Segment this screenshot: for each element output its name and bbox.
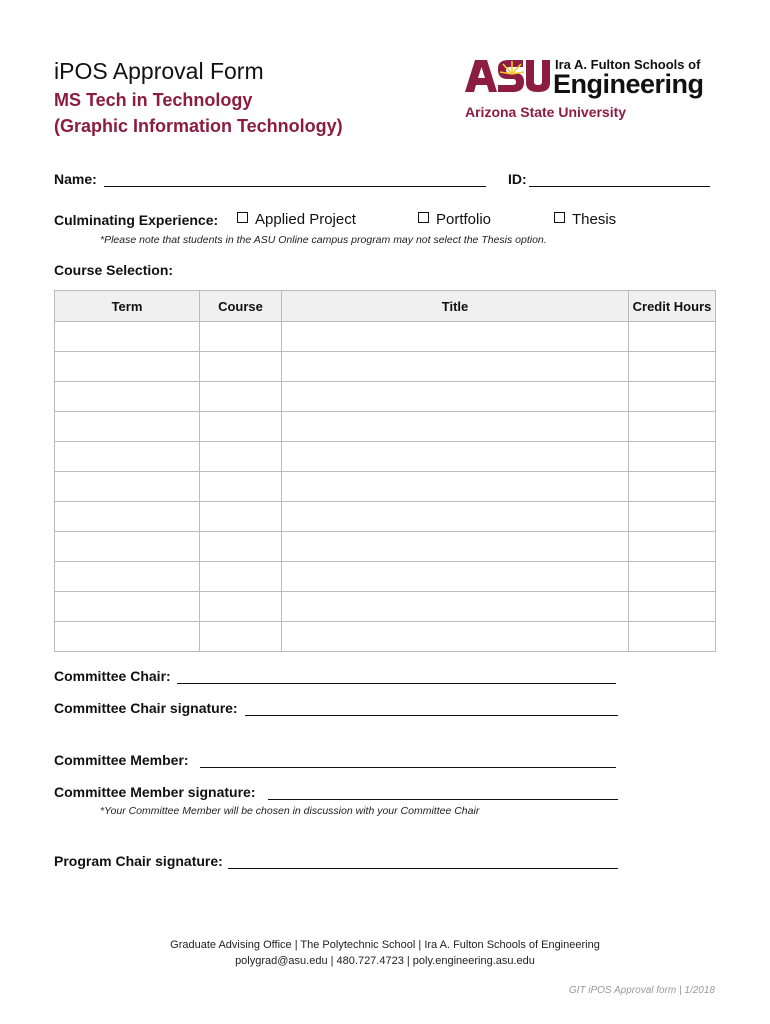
table-row — [55, 502, 716, 532]
column-title: Title — [282, 291, 629, 322]
table-row — [55, 412, 716, 442]
title-cell[interactable] — [282, 442, 629, 472]
column-term: Term — [55, 291, 200, 322]
term-cell[interactable] — [55, 592, 200, 622]
culminating-experience-label: Culminating Experience: — [54, 212, 219, 228]
table-row — [55, 442, 716, 472]
credit-hours-cell[interactable] — [629, 412, 716, 442]
committee-member-field[interactable] — [200, 767, 616, 768]
course-cell[interactable] — [200, 592, 282, 622]
committee-member-signature-label: Committee Member signature: — [54, 784, 256, 800]
title-cell[interactable] — [282, 532, 629, 562]
table-row — [55, 562, 716, 592]
column-course: Course — [200, 291, 282, 322]
course-cell[interactable] — [200, 532, 282, 562]
term-cell[interactable] — [55, 472, 200, 502]
page-title: iPOS Approval Form — [54, 58, 264, 84]
table-row — [55, 622, 716, 652]
term-cell[interactable] — [55, 322, 200, 352]
table-header-row — [55, 291, 716, 322]
table-row — [55, 592, 716, 622]
name-field[interactable] — [104, 186, 486, 187]
course-cell[interactable] — [200, 382, 282, 412]
table-row — [55, 472, 716, 502]
title-cell[interactable] — [282, 562, 629, 592]
footer-contact: polygrad@asu.edu | 480.727.4723 | poly.engineering.asu.edu — [235, 955, 535, 967]
course-cell[interactable] — [200, 352, 282, 382]
title-cell[interactable] — [282, 382, 629, 412]
committee-member-label: Committee Member: — [54, 752, 189, 768]
course-cell[interactable] — [200, 322, 282, 352]
program-title: MS Tech in Technology — [54, 90, 253, 110]
term-cell[interactable] — [55, 502, 200, 532]
credit-hours-cell[interactable] — [629, 352, 716, 382]
footer-form-tag: GIT iPOS Approval form | 1/2018 — [568, 985, 715, 996]
column-credit-hours: Credit Hours — [629, 291, 716, 322]
table-row — [55, 352, 716, 382]
committee-member-note: *Your Committee Member will be chosen in discussion with your Committee Chair — [100, 805, 480, 817]
course-cell[interactable] — [200, 472, 282, 502]
term-cell[interactable] — [55, 412, 200, 442]
thesis-option[interactable]: Thesis — [554, 211, 616, 228]
school-name-line2: Engineering — [553, 69, 704, 99]
table-row — [55, 382, 716, 412]
credit-hours-cell[interactable] — [629, 562, 716, 592]
credit-hours-cell[interactable] — [629, 592, 716, 622]
term-cell[interactable] — [55, 442, 200, 472]
committee-chair-label: Committee Chair: — [54, 668, 171, 684]
credit-hours-cell[interactable] — [629, 532, 716, 562]
committee-chair-field[interactable] — [177, 683, 616, 684]
credit-hours-cell[interactable] — [629, 442, 716, 472]
school-name-line1: Ira A. Fulton Schools of — [555, 57, 701, 72]
footer-office: Graduate Advising Office | The Polytechnic School | Ira A. Fulton Schools of Engineering — [170, 939, 600, 951]
thesis-note: *Please note that students in the ASU Online campus program may not select the Thesis option. — [100, 234, 547, 246]
course-cell[interactable] — [200, 442, 282, 472]
title-cell[interactable] — [282, 352, 629, 382]
title-cell[interactable] — [282, 412, 629, 442]
university-name: Arizona State University — [465, 104, 627, 120]
course-cell[interactable] — [200, 502, 282, 532]
checkbox-icon[interactable] — [418, 212, 429, 223]
course-selection-label: Course Selection: — [54, 262, 174, 278]
committee-chair-signature-label: Committee Chair signature: — [54, 700, 238, 716]
asu-engineering-logo — [465, 58, 715, 122]
term-cell[interactable] — [55, 562, 200, 592]
course-table — [54, 290, 716, 652]
credit-hours-cell[interactable] — [629, 502, 716, 532]
name-label: Name: — [54, 171, 97, 187]
term-cell[interactable] — [55, 352, 200, 382]
credit-hours-cell[interactable] — [629, 322, 716, 352]
title-cell[interactable] — [282, 592, 629, 622]
program-chair-signature-label: Program Chair signature: — [54, 853, 223, 869]
title-cell[interactable] — [282, 502, 629, 532]
course-cell[interactable] — [200, 412, 282, 442]
table-row — [55, 322, 716, 352]
checkbox-icon[interactable] — [554, 212, 565, 223]
credit-hours-cell[interactable] — [629, 622, 716, 652]
credit-hours-cell[interactable] — [629, 382, 716, 412]
id-label: ID: — [508, 171, 527, 187]
term-cell[interactable] — [55, 622, 200, 652]
title-cell[interactable] — [282, 472, 629, 502]
checkbox-icon[interactable] — [237, 212, 248, 223]
title-cell[interactable] — [282, 322, 629, 352]
program-chair-signature-field[interactable] — [228, 868, 618, 869]
applied-project-option[interactable]: Applied Project — [237, 211, 356, 228]
committee-member-signature-field[interactable] — [268, 799, 618, 800]
credit-hours-cell[interactable] — [629, 472, 716, 502]
term-cell[interactable] — [55, 532, 200, 562]
course-cell[interactable] — [200, 622, 282, 652]
table-row — [55, 532, 716, 562]
portfolio-option[interactable]: Portfolio — [418, 211, 491, 228]
title-cell[interactable] — [282, 622, 629, 652]
program-concentration: (Graphic Information Technology) — [54, 116, 343, 136]
committee-chair-signature-field[interactable] — [245, 715, 618, 716]
term-cell[interactable] — [55, 382, 200, 412]
course-cell[interactable] — [200, 562, 282, 592]
id-field[interactable] — [529, 186, 710, 187]
